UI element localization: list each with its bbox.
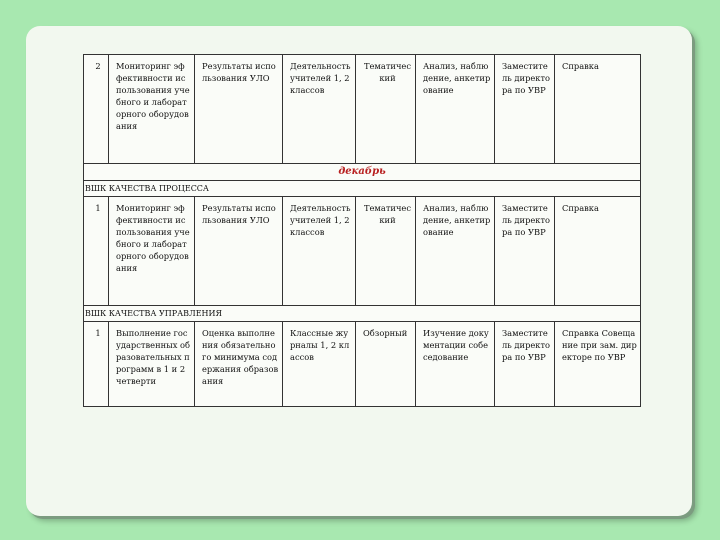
control-methods-cell: Анализ, наблюдение, анкетирование: [416, 55, 495, 164]
control-goal-cell: Результаты использования УЛО: [195, 55, 283, 164]
control-goal-cell: Оценка выполнения обязательного минимума содержания образования: [195, 322, 283, 407]
control-object-cell: Деятельность учителей 1, 2 классов: [283, 197, 356, 306]
section-title: ВШК КАЧЕСТВА УПРАВЛЕНИЯ: [84, 306, 641, 322]
control-plan-table: [83, 54, 641, 407]
row-number: 2: [84, 55, 109, 164]
control-subject-cell: Мониторинг эффективности использования учебного и лабораторного оборудования: [109, 55, 195, 164]
control-type-cell: Тематический: [356, 55, 416, 164]
month-label: декабрь: [84, 164, 641, 181]
table-row: [84, 322, 641, 407]
row-number: 1: [84, 322, 109, 407]
section-header-row: [84, 181, 641, 197]
responsible-cell: Заместитель директора по УВР: [495, 197, 555, 306]
control-type-cell: Тематический: [356, 197, 416, 306]
control-object-cell: Классные журналы 1, 2 классов: [283, 322, 356, 407]
result-cell: Справка: [555, 55, 641, 164]
row-number: 1: [84, 197, 109, 306]
section-header-row: [84, 306, 641, 322]
control-methods-cell: Изучение документации собеседование: [416, 322, 495, 407]
control-type-cell: Обзорный: [356, 322, 416, 407]
control-subject-cell: Мониторинг эффективности использования учебного и лабораторного оборудования: [109, 197, 195, 306]
result-cell: Справка Совещание при зам. директоре по УВР: [555, 322, 641, 407]
section-title: ВШК КАЧЕСТВА ПРОЦЕССА: [84, 181, 641, 197]
control-subject-cell: Выполнение государственных образовательных программ в 1 и 2 четверти: [109, 322, 195, 407]
control-object-cell: Деятельность учителей 1, 2 классов: [283, 55, 356, 164]
month-row: [84, 164, 641, 181]
control-goal-cell: Результаты использования УЛО: [195, 197, 283, 306]
control-methods-cell: Анализ, наблюдение, анкетирование: [416, 197, 495, 306]
table-row: [84, 55, 641, 164]
responsible-cell: Заместитель директора по УВР: [495, 55, 555, 164]
responsible-cell: Заместитель директора по УВР: [495, 322, 555, 407]
result-cell: Справка: [555, 197, 641, 306]
table-row: [84, 197, 641, 306]
